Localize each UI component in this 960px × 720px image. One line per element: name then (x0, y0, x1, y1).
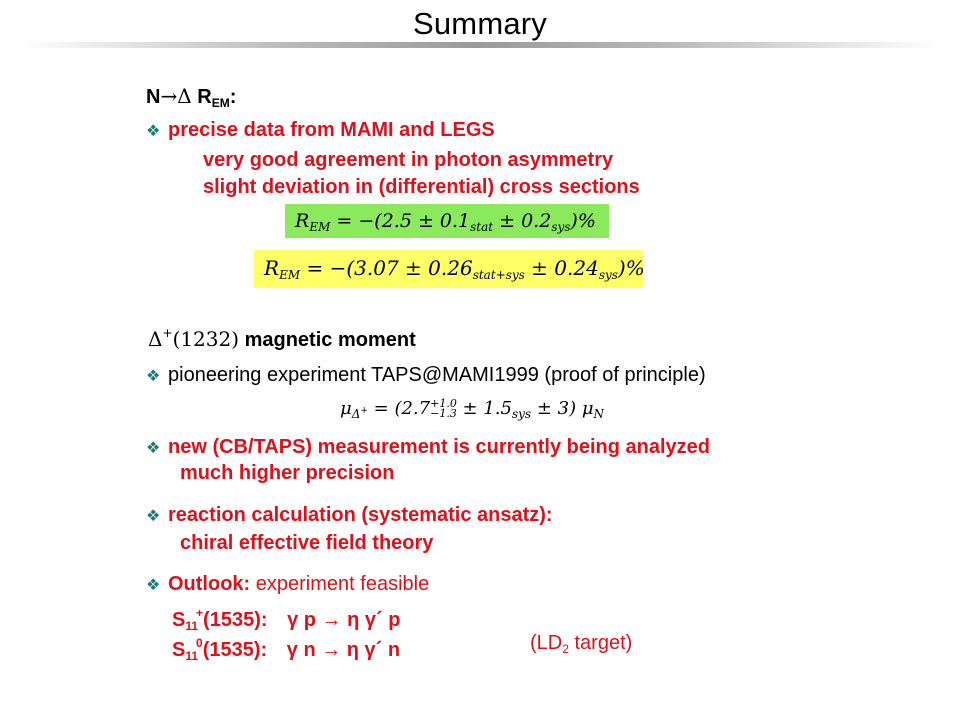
bullet-reaction-calculation (146, 503, 553, 529)
delta-mass: (1232) (172, 327, 240, 351)
bullet-text: pioneering experiment TAPS@MAMI1999 (proof of principle) (168, 364, 706, 386)
bullet-new-measurement (146, 435, 710, 461)
reaction-s: S (172, 609, 186, 631)
four-petal-diamond-icon: ❖ (146, 368, 161, 385)
title-underline (20, 42, 940, 48)
bullet-text: reaction calculation (systematic ansatz): (168, 504, 553, 526)
heading-text: magnetic moment (244, 329, 416, 351)
reaction-mass: (1535): (203, 609, 268, 631)
delta-symbol: Δ (148, 327, 163, 351)
bullet-text: new (CB/TAPS) measurement is currently being analyzed (168, 436, 710, 458)
target-suffix: target) (568, 632, 633, 654)
target-note (530, 631, 632, 661)
formula-text: $\mu_{\Delta^+} = (2.7+1.0$ $-1.3 \pm 1.5_{sys} \pm 3$) $\mu_N$ (340, 397, 605, 421)
reaction-mass: (1535): (202, 639, 268, 661)
bullet-line-cross-sections: slight deviation in (differential) cross sections (203, 176, 640, 198)
reaction-sub: 11 (185, 619, 199, 633)
outlook-label: Outlook: (168, 573, 251, 595)
bullet-precise-data (146, 118, 495, 144)
heading-r: R (197, 86, 212, 108)
reaction-equation: γ n → η γ´ n (286, 639, 401, 661)
formula-magnetic-moment (334, 396, 610, 427)
reaction-s: S (172, 639, 186, 661)
heading-r-subscript: EM (211, 96, 230, 110)
bullet-pioneering (146, 363, 706, 389)
four-petal-diamond-icon: ❖ (146, 577, 161, 594)
arrow-icon: → (160, 84, 178, 108)
bullet-line-photon-asymmetry: very good agreement in photon asymmetry (203, 149, 614, 171)
formula-rem-mami (285, 204, 609, 238)
bullet-line-higher-precision: much higher precision (180, 462, 395, 484)
section-heading-rem (146, 84, 236, 115)
reaction-sup: 0 (196, 636, 203, 650)
bullet-outlook (146, 572, 429, 598)
target-prefix: (LD (530, 632, 563, 654)
bullet-text: precise data from MAMI and LEGS (168, 119, 495, 141)
bullet-line-chiral-theory: chiral effective field theory (180, 532, 434, 554)
heading-n: N (146, 86, 161, 108)
delta-symbol: Δ (177, 84, 192, 108)
reaction-sub: 11 (185, 649, 199, 663)
target-sub: 2 (562, 642, 569, 656)
four-petal-diamond-icon: ❖ (146, 440, 161, 457)
formula-text: $R_{EM} = -(2.5 \pm 0.1_{stat} \pm 0.2_{sys})\%$ (295, 210, 596, 234)
section-heading-magnetic-moment (148, 321, 416, 352)
reaction-s11-zero (172, 631, 400, 668)
reaction-sup: + (196, 606, 204, 620)
delta-superscript: + (162, 326, 173, 340)
four-petal-diamond-icon: ❖ (146, 123, 161, 140)
four-petal-diamond-icon: ❖ (146, 508, 161, 525)
heading-colon: : (229, 86, 237, 108)
formula-text: $R_{EM} = -(3.07 \pm 0.26_{stat+sys} \pm 0.24_{sys})\%$ (264, 256, 645, 282)
formula-rem-legs (254, 250, 643, 288)
outlook-text: experiment feasible (255, 573, 430, 595)
page-title: Summary (412, 6, 548, 41)
reaction-equation: γ p → η γ´ p (287, 609, 401, 631)
